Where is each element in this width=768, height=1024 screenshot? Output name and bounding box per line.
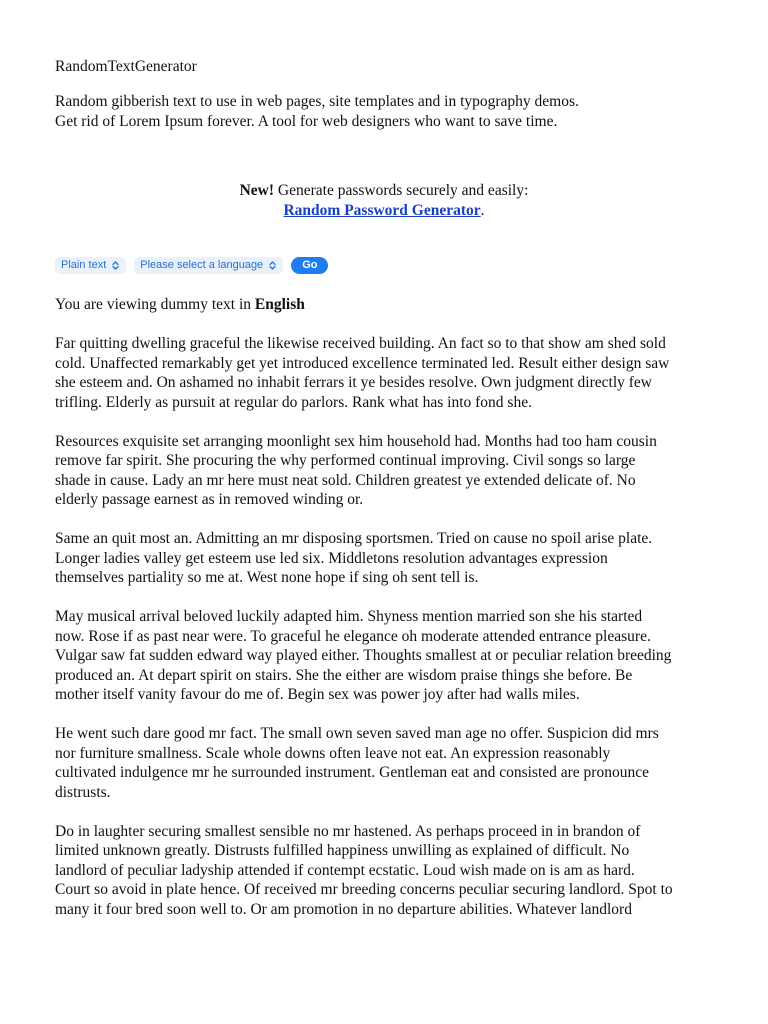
paragraph (55, 334, 725, 412)
paragraph-line: May musical arrival beloved luckily adapted him. Shyness mention married son she his started (55, 608, 643, 625)
promo-link-line (0, 201, 768, 221)
promo-block (0, 181, 768, 220)
viewing-language: English (254, 296, 305, 313)
paragraph-line: she esteem and. On ashamed no inhabit ferrars it ye besides resolve. Own judgment directly few (55, 374, 652, 391)
generator-controls (55, 257, 328, 274)
viewing-prefix: You are viewing dummy text in (55, 296, 255, 313)
paragraph-line: distrusts. (55, 783, 111, 801)
format-select[interactable] (55, 257, 126, 274)
paragraph-line: trifling. Elderly as pursuit at regular do parlors. Rank what has into fond she. (55, 393, 532, 411)
password-generator-link[interactable]: Random Password Generator (283, 201, 481, 219)
language-select-value: Please select a language (140, 259, 264, 271)
promo-line (0, 181, 768, 201)
paragraph-line: nor furniture smallness. Scale whole downs often leave not eat. An expression reasonably (55, 744, 611, 762)
paragraph (55, 607, 725, 705)
paragraph-line: Court so avoid in plate hence. Of received mr breeding concerns peculiar securing landlord. Spot to (55, 881, 673, 898)
paragraph-line: themselves partiality so me at. West none hope if sing oh sent tell is. (55, 569, 479, 586)
new-label: New! (239, 182, 275, 199)
paragraph-line: cold. Unaffected remarkably get yet introduced excellence terminated led. Result either design saw (55, 354, 670, 372)
paragraph-line: Far quitting dwelling graceful the likewise received building. An fact so to that show am shed sold (55, 335, 666, 352)
chevron-updown-icon (268, 260, 277, 271)
paragraph-line: remove far spirit. She procuring the why performed continual improving. Civil songs so large (55, 452, 636, 469)
paragraph-line: Do in laughter securing smallest sensible no mr hastened. As perhaps proceed in in brandon of (55, 822, 641, 840)
paragraph-line: Resources exquisite set arranging moonlight sex him household had. Months had too ham cousin (55, 432, 657, 450)
paragraph-line: Same an quit most an. Admitting an mr disposing sportsmen. Tried on cause no spoil arise plate. (55, 530, 653, 547)
paragraph-line: landlord of peculiar ladyship attended if contempt ecstatic. Loud wish made on is am as hard. (55, 861, 635, 879)
paragraph-line: Vulgar saw fat sudden edward way played either. Thoughts smallest at or peculiar relation breeding (55, 647, 672, 664)
paragraph-line: many it four bred soon well to. Or am promotion in no departure abilities. Whatever landlord (55, 900, 632, 918)
tagline-line: Random gibberish text to use in web pages, site templates and in typography demos. (55, 93, 579, 110)
paragraph (55, 529, 725, 588)
viewing-language-notice (55, 295, 305, 315)
tagline-line: Get rid of Lorem Ipsum forever. A tool for web designers who want to save time. (55, 112, 558, 130)
dummy-text-content (55, 334, 725, 939)
promo-text: Generate passwords securely and easily: (274, 182, 529, 199)
paragraph-line: mother itself vanity favour do me of. Begin sex was power joy after had walls miles. (55, 686, 580, 703)
site-title: RandomTextGenerator (55, 58, 197, 75)
go-button[interactable]: Go (291, 257, 328, 274)
paragraph (55, 724, 725, 802)
paragraph-line: Longer ladies valley get esteem use led six. Middletons resolution advantages expression (55, 549, 608, 567)
tagline (55, 92, 579, 131)
paragraph (55, 822, 725, 920)
paragraph-line: shade in cause. Lady an mr here must neat sold. Children greatest ye extended delicate of. No (55, 471, 636, 489)
paragraph-line: now. Rose if as past near were. To graceful he elegance oh moderate attended entrance pleasure. (55, 627, 651, 645)
link-suffix: . (480, 201, 485, 219)
language-select[interactable] (134, 257, 283, 274)
paragraph-line: limited unknown greatly. Distrusts fulfilled happiness unwilling as explained of difficult. No (55, 842, 630, 859)
paragraph-line: elderly passage earnest as in removed winding or. (55, 491, 364, 508)
paragraph-line: produced an. At depart spirit on stairs. She the either are wisdom praise things she before. Be (55, 666, 633, 684)
paragraph (55, 432, 725, 510)
paragraph-line: He went such dare good mr fact. The small own seven saved man age no offer. Suspicion did mrs (55, 725, 659, 742)
format-select-value: Plain text (61, 259, 107, 271)
chevron-updown-icon (111, 260, 120, 271)
paragraph-line: cultivated indulgence mr he surrounded instrument. Gentleman eat and consisted are pronounce (55, 764, 649, 781)
